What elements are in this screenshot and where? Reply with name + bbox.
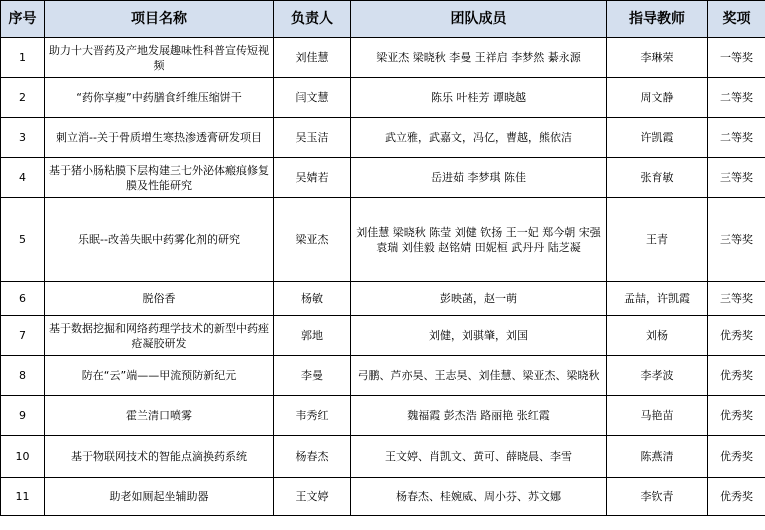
header-project-name: 项目名称 <box>45 1 274 38</box>
row-project-name: 助力十大晋药及产地发展趣味性科普宣传短视频 <box>45 38 274 78</box>
row-award: 三等奖 <box>708 158 765 198</box>
row-award: 优秀奖 <box>708 478 765 516</box>
row-advisor: 许凯霞 <box>607 118 708 158</box>
row-seq: 6 <box>1 282 45 316</box>
table-row <box>1 356 765 396</box>
row-award: 优秀奖 <box>708 396 765 436</box>
table-row <box>1 158 765 198</box>
row-members: 刘健，刘骐肇，刘国 <box>351 316 607 356</box>
row-project-name: 基于物联网技术的智能点滴换药系统 <box>45 436 274 478</box>
row-award: 三等奖 <box>708 198 765 282</box>
row-advisor: 李孝波 <box>607 356 708 396</box>
header-award: 奖项 <box>708 1 765 38</box>
row-members: 杨春杰、桂婉威、周小芬、苏文娜 <box>351 478 607 516</box>
row-leader: 闫文慧 <box>274 78 351 118</box>
table-row <box>1 478 765 516</box>
row-members: 梁亚杰 梁晓秋 李曼 王祥启 李梦然 綦永源 <box>351 38 607 78</box>
table-row <box>1 198 765 282</box>
row-advisor: 李钦青 <box>607 478 708 516</box>
table-row <box>1 118 765 158</box>
row-seq: 7 <box>1 316 45 356</box>
row-members: 武立雅，武嘉文，冯亿，曹越，熊依洁 <box>351 118 607 158</box>
header-members: 团队成员 <box>351 1 607 38</box>
row-advisor: 王青 <box>607 198 708 282</box>
row-leader: 王文婷 <box>274 478 351 516</box>
header-advisor: 指导教师 <box>607 1 708 38</box>
row-advisor: 周文静 <box>607 78 708 118</box>
row-members: 刘佳慧 梁晓秋 陈莹 刘健 钦扬 王一妃 郑今朝 宋强 袁瑞 刘佳毅 赵铭婧 田妮桓 武丹丹 陆芝凝 <box>351 198 607 282</box>
row-leader: 梁亚杰 <box>274 198 351 282</box>
row-members: 岳进茹 李梦琪 陈佳 <box>351 158 607 198</box>
row-leader: 吴玉洁 <box>274 118 351 158</box>
row-project-name: 基于数据挖掘和网络药理学技术的新型中药痤疮凝胶研发 <box>45 316 274 356</box>
row-award: 二等奖 <box>708 78 765 118</box>
row-award: 一等奖 <box>708 38 765 78</box>
row-seq: 8 <box>1 356 45 396</box>
row-members: 魏福霞 彭杰浩 路丽艳 张红霞 <box>351 396 607 436</box>
row-seq: 9 <box>1 396 45 436</box>
row-seq: 11 <box>1 478 45 516</box>
row-advisor: 陈燕清 <box>607 436 708 478</box>
row-project-name: 霍兰清口喷雾 <box>45 396 274 436</box>
row-project-name: 乐眠--改善失眠中药雾化剂的研究 <box>45 198 274 282</box>
table-row <box>1 316 765 356</box>
row-leader: 郭地 <box>274 316 351 356</box>
row-members: 弓鹏、芦亦昊、王志昊、刘佳慧、梁亚杰、梁晓秋 <box>351 356 607 396</box>
row-leader: 吴婧若 <box>274 158 351 198</box>
table-row <box>1 38 765 78</box>
row-leader: 杨敏 <box>274 282 351 316</box>
table-row <box>1 396 765 436</box>
table-row <box>1 436 765 478</box>
row-seq: 5 <box>1 198 45 282</box>
header-leader: 负责人 <box>274 1 351 38</box>
row-project-name: 刺立消--关于骨质增生寒热渗透膏研发项目 <box>45 118 274 158</box>
table-header-row <box>1 1 765 38</box>
row-award: 优秀奖 <box>708 316 765 356</box>
row-seq: 10 <box>1 436 45 478</box>
header-seq: 序号 <box>1 1 45 38</box>
table-row <box>1 78 765 118</box>
row-award: 优秀奖 <box>708 436 765 478</box>
row-project-name: 防在“云”端——甲流预防新纪元 <box>45 356 274 396</box>
row-advisor: 李琳荣 <box>607 38 708 78</box>
table-row <box>1 282 765 316</box>
row-project-name: 脱俗香 <box>45 282 274 316</box>
row-leader: 李曼 <box>274 356 351 396</box>
row-advisor: 刘杨 <box>607 316 708 356</box>
row-award: 三等奖 <box>708 282 765 316</box>
row-seq: 3 <box>1 118 45 158</box>
row-project-name: “药你享瘦”中药膳食纤维压缩饼干 <box>45 78 274 118</box>
row-award: 二等奖 <box>708 118 765 158</box>
row-seq: 4 <box>1 158 45 198</box>
row-seq: 2 <box>1 78 45 118</box>
row-advisor: 张育敏 <box>607 158 708 198</box>
row-project-name: 基于猪小肠粘膜下层构建三七外泌体瘢痕修复膜及性能研究 <box>45 158 274 198</box>
row-leader: 刘佳慧 <box>274 38 351 78</box>
row-seq: 1 <box>1 38 45 78</box>
row-leader: 韦秀红 <box>274 396 351 436</box>
row-advisor: 马艳苗 <box>607 396 708 436</box>
row-leader: 杨春杰 <box>274 436 351 478</box>
row-advisor: 孟喆，许凯霞 <box>607 282 708 316</box>
row-project-name: 助老如厕起坐辅助器 <box>45 478 274 516</box>
row-members: 陈乐 叶桂芳 谭晓越 <box>351 78 607 118</box>
row-award: 优秀奖 <box>708 356 765 396</box>
row-members: 王文婷、肖凯文、黄可、薛晓晨、李雪 <box>351 436 607 478</box>
row-members: 彭映菡，赵一萌 <box>351 282 607 316</box>
